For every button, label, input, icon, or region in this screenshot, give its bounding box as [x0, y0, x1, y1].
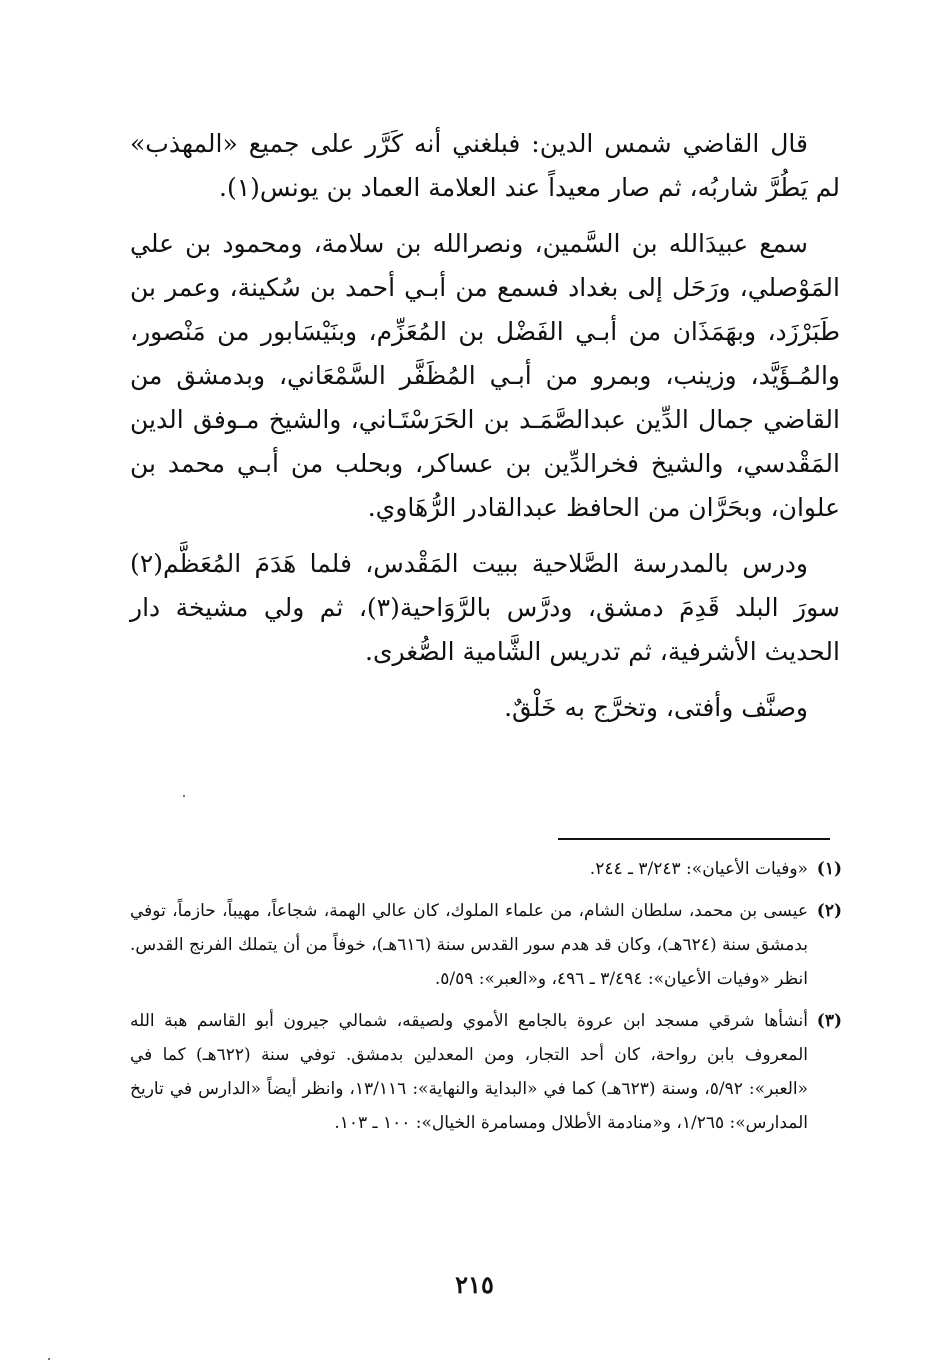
- paragraph-4: وصنَّف وأفتى، وتخرَّج به خَلْقٌ.: [504, 693, 808, 722]
- main-text: [130, 122, 840, 742]
- footnotes: [130, 852, 842, 1148]
- footnote-number: (٣): [816, 1011, 842, 1031]
- footnote-text: «وفيات الأعيان»: ٣/٢٤٣ ـ ٢٤٤.: [589, 859, 808, 879]
- paragraph-2: سمع عبيدَالله بن السَّمين، ونصرالله بن سلامة، ومحمود بن علي المَوْصلي، ورَحَل إلى بغداد فسمع من أبـي أحمد بن سُكينة، وعمر بن طَبَرْزَد، وبهَمَذَان من أبـي الفَضْل بن المُعَزِّم، وبنَيْسَابور من مَنْصور، والمُـؤَيَّد، وزينب، وبمرو من أبـي المُظَفَّر السَّمْعَاني، وبدمشق من القاضي جمال الدِّين عبدالصَّمَـد بن الحَرَسْتَـاني، والشيخ مـوفق الدين المَقْدسي، والشيخ فخرالدِّين بن عساكر، وبحلب من أبـي محمد بن علوان، وبحَرَّان من الحافظ عبدالقادر الرُّهَاوي.: [130, 229, 840, 522]
- page-number: ٢١٥: [455, 1270, 494, 1299]
- scan-speck: [48, 1358, 50, 1360]
- paragraph-3: ودرس بالمدرسة الصَّلاحية ببيت المَقْدس، فلما هَدَمَ المُعَظَّم(٢) سورَ البلد قَدِمَ دمشق، ودرَّس بالرَّوَاحية(٣)، ثم ولي مشيخة دار الحديث الأشرفية، ثم تدريس الشَّامية الصُّغرى.: [130, 549, 840, 666]
- footnote-3: [130, 1004, 842, 1140]
- footnote-2: [130, 894, 842, 996]
- scan-speck: [183, 795, 185, 797]
- footnote-separator: [558, 838, 830, 840]
- footnote-1: [130, 852, 842, 886]
- footnote-number: (٢): [816, 901, 842, 921]
- paragraph-1: قال القاضي شمس الدين: فبلغني أنه كَرَّر على جميع «المهذب» لم يَطُرَّ شاربُه، ثم صار معيداً عند العلامة العماد بن يونس(١).: [130, 129, 840, 202]
- footnote-number: (١): [816, 859, 842, 879]
- footnote-text: عيسى بن محمد، سلطان الشام، من علماء الملوك، كان عالي الهمة، شجاعاً، مهيباً، حازماً، توفي بدمشق سنة (٦٢٤هـ)، وكان قد هدم سور القدس سنة (٦١٦هـ)، خوفاً من أن يتملك الفرنج القدس. انظر «وفيات الأعيان»: ٣/٤٩٤ ـ ٤٩٦، و«العبر»: ٥/٥٩.: [130, 901, 808, 989]
- footnote-text: أنشأها شرقي مسجد ابن عروة بالجامع الأموي ولصيقه، شمالي جيرون أبو القاسم هبة الله المعروف بابن رواحة، كان أحد التجار، ومن المعدلين بدمشق. توفي سنة (٦٢٢هـ) كما في «العبر»: ٥/٩٢، وسنة (٦٢٣هـ) كما في «البداية والنهاية»: ١٣/١١٦، وانظر أيضاً «الدارس في تاريخ المدارس»: ١/٢٦٥، و«منادمة الأطلال ومسامرة الخيال»: ١٠٠ ـ ١٠٣.: [130, 1011, 809, 1133]
